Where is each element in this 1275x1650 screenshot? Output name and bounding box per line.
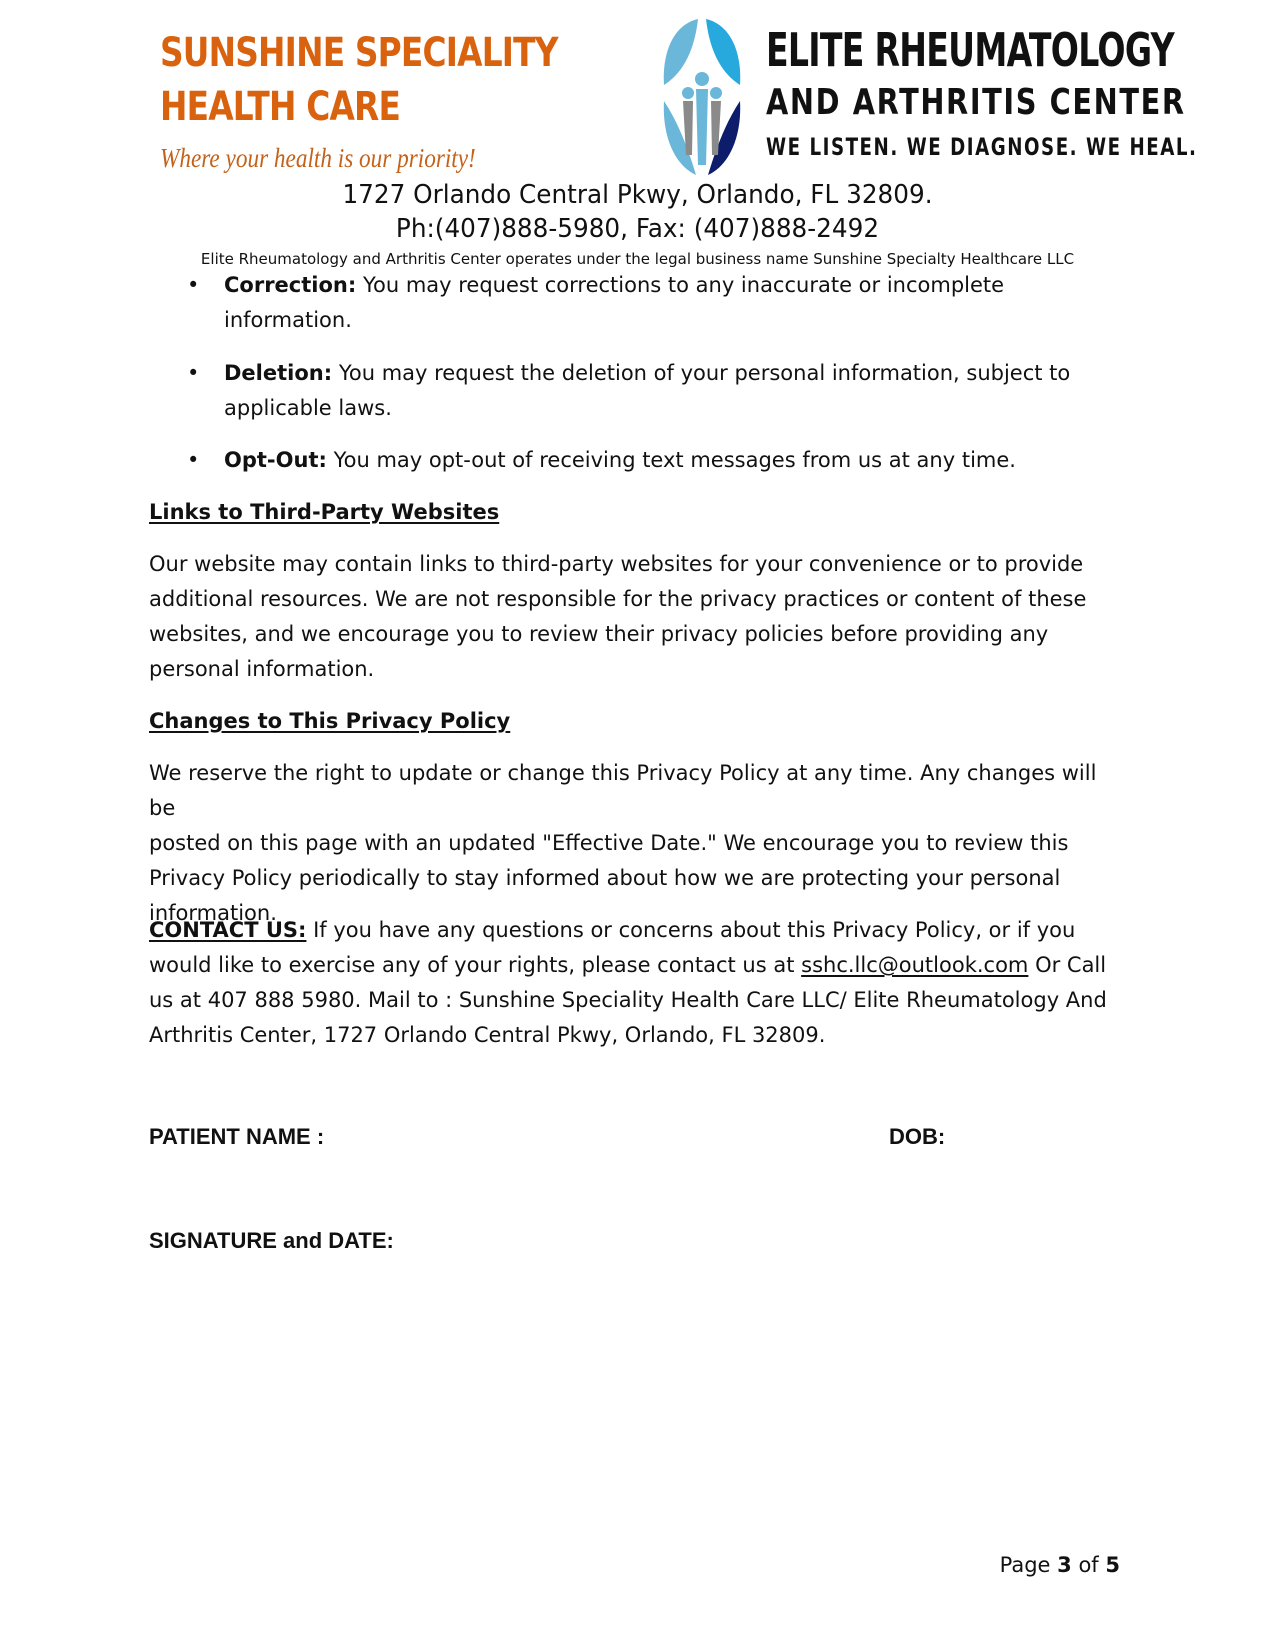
right-text: You may request the deletion of your personal information, subject to — [332, 361, 1071, 385]
section-contact: CONTACT US: If you have any questions or concerns about this Privacy Policy, or if you would like to exercise any of your rights, please contact us at sshc.llc@outlook.com Or Call us at 407 888 5980. Mail to : Sunshine Speciality Health Care LLC/ Elite Rheumatology And Arthritis Center, 1727 Orlando Central Pkwy, Orlando, FL 32809. — [149, 918, 1107, 1047]
patient-name-label: PATIENT NAME : — [149, 1124, 325, 1149]
section-heading-third-party: Links to Third-Party Websites — [149, 500, 500, 524]
right-text-cont: information. — [224, 308, 352, 332]
bullet-icon: • — [187, 361, 200, 385]
dob-label: DOB: — [889, 1124, 946, 1149]
right-text: You may request corrections to any inaccurate or incomplete — [356, 273, 1005, 297]
sunshine-brand-line1: SUNSHINE SPECIALITY — [160, 30, 558, 76]
sunshine-tagline: Where your health is our priority! — [160, 143, 476, 173]
page-number: Page 3 of 5 — [999, 1553, 1120, 1577]
signature-date-label: SIGNATURE and DATE: — [149, 1228, 394, 1253]
elite-brand-line1: ELITE RHEUMATOLOGY — [766, 23, 1174, 77]
right-label: Deletion: — [224, 361, 333, 385]
right-text: You may opt-out of receiving text messages from us at any time. — [326, 448, 1016, 472]
right-label: Correction: — [224, 273, 357, 297]
bullet-icon: • — [187, 273, 200, 297]
elite-logo — [660, 15, 1198, 177]
right-text-cont: applicable laws. — [224, 396, 392, 420]
clinic-address: 1727 Orlando Central Pkwy, Orlando, FL 32809. — [342, 180, 933, 210]
elite-brand-line2: AND ARTHRITIS CENTER — [766, 82, 1186, 123]
clinic-phone-fax: Ph:(407)888-5980, Fax: (407)888-2492 — [395, 214, 880, 244]
section-body-changes: We reserve the right to update or change this Privacy Policy at any time. Any changes will be posted on this page with an updated "Effective Date." We encourage you to review this Privacy Policy periodically to stay informed about how we are protecting your personal information. — [149, 761, 1097, 925]
sunshine-logo — [149, 15, 619, 177]
section-body-third-party: Our website may contain links to third-party websites for your convenience or to provide additional resources. We are not responsible for the privacy practices or content of these websites, and we encourage you to review their privacy policies before providing any personal information. — [149, 552, 1087, 681]
sunshine-brand-line2: HEALTH CARE — [160, 84, 401, 130]
contact-heading: CONTACT US: — [149, 918, 307, 942]
section-heading-changes: Changes to This Privacy Policy — [149, 709, 511, 733]
right-label: Opt-Out: — [224, 448, 327, 472]
legal-business-note: Elite Rheumatology and Arthritis Center operates under the legal business name Sunshine Specialty Healthcare LLC — [200, 250, 1075, 268]
elite-tagline: WE LISTEN. WE DIAGNOSE. WE HEAL. — [766, 133, 1198, 161]
contact-email-link[interactable]: sshc.llc@outlook.com — [801, 953, 1029, 977]
family-emblem-icon — [660, 15, 744, 177]
bullet-icon: • — [187, 448, 200, 472]
